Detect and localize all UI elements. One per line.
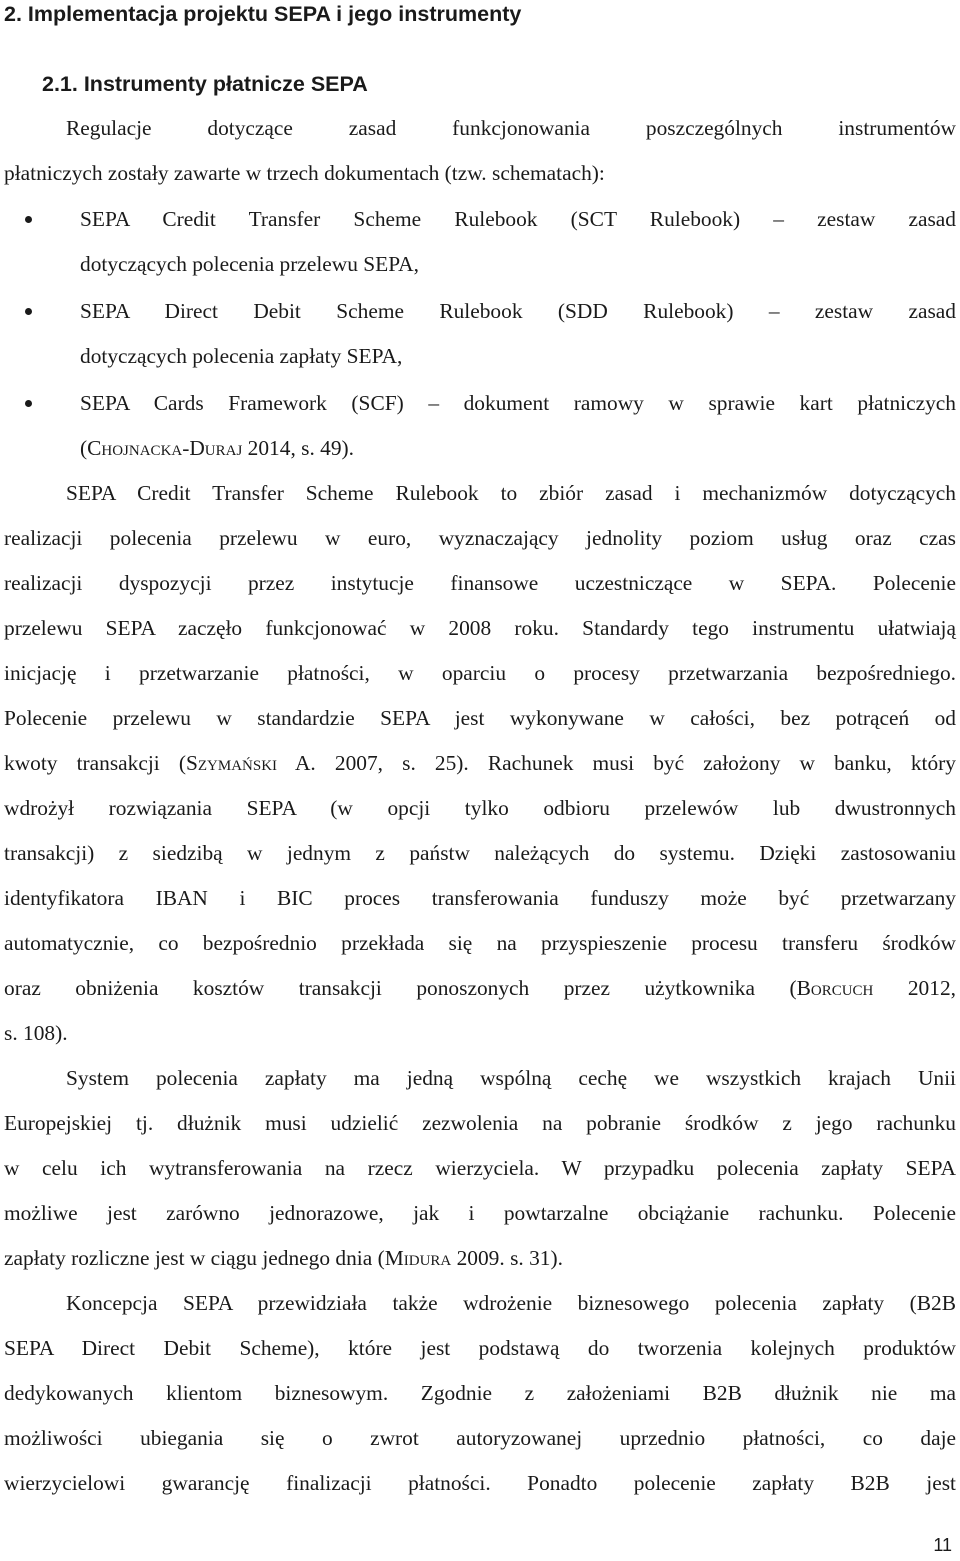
paragraph-3-line: Koncepcja SEPA przewidziała także wdrożenie biznesowego polecenia zapłaty (B2B <box>66 1291 956 1315</box>
paragraph-1-line: Polecenie przelewu w standardzie SEPA jest wykonywane w całości, bez potrąceń od <box>4 706 956 730</box>
paragraph-1-line: przelewu SEPA zaczęło funkcjonować w 2008 roku. Standardy tego instrumentu ułatwiają <box>4 616 956 640</box>
bullet-citation-line <box>80 426 956 471</box>
chapter-heading: 2. Implementacja projektu SEPA i jego instrumenty <box>4 2 522 26</box>
bullet-line: SEPA Credit Transfer Scheme Rulebook (SCT Rulebook) – zestaw zasad <box>80 207 956 231</box>
bullet-line: SEPA Direct Debit Scheme Rulebook (SDD Rulebook) – zestaw zasad <box>80 299 956 323</box>
intro-line-2: płatniczych zostały zawarte w trzech dokumentach (tzw. schematach): <box>4 161 605 185</box>
bullet-line: dotyczących polecenia przelewu SEPA, <box>80 252 419 276</box>
section-heading: 2.1. Instrumenty płatnicze SEPA <box>42 72 368 96</box>
text-segment: 2007, s. 25). Rachunek musi być założony w banku, który <box>315 751 956 775</box>
paragraph-1-line: SEPA Credit Transfer Scheme Rulebook to zbiór zasad i mechanizmów dotyczących <box>66 481 956 505</box>
paragraph-1-line: realizacji dyspozycji przez instytucje finansowe uczestniczące w SEPA. Polecenie <box>4 571 956 595</box>
paragraph-3-line: wierzycielowi gwarancję finalizacji płatności. Ponadto polecenie zapłaty B2B jest <box>4 1471 956 1495</box>
text-segment: zapłaty rozliczne jest w ciągu jednego dnia ( <box>4 1246 385 1270</box>
paragraph-2-line: w celu ich wytransferowania na rzecz wierzyciela. W przypadku polecenia zapłaty SEPA <box>4 1156 956 1180</box>
intro-line-1: Regulacje dotyczące zasad funkcjonowania poszczególnych instrumentów <box>66 116 956 140</box>
citation-author: Szymański A. <box>185 751 316 775</box>
text-segment: kwoty transakcji ( <box>4 751 186 775</box>
paragraph-1-line: identyfikatora IBAN i BIC proces transferowania funduszy może być przetwarzany <box>4 886 956 910</box>
text-segment: 2012, <box>873 976 956 1000</box>
paragraph-3-line: dedykowanych klientom biznesowym. Zgodnie z założeniami B2B dłużnik nie ma <box>4 1381 956 1405</box>
bullet-line: dotyczących polecenia zapłaty SEPA, <box>80 344 403 368</box>
paragraph-2-line: System polecenia zapłaty ma jedną wspólną cechę we wszystkich krajach Unii <box>66 1066 956 1090</box>
paragraph-1-line: transakcji) z siedzibą w jednym z państw należących do systemu. Dzięki zastosowaniu <box>4 841 956 865</box>
citation-rest: 2014, s. 49). <box>242 436 355 460</box>
text-segment: 2009. s. 31). <box>451 1246 563 1270</box>
page-number: 11 <box>933 1535 952 1555</box>
citation-open: ( <box>80 436 88 460</box>
bullet-icon <box>25 216 32 223</box>
citation-author: Midura <box>384 1246 452 1270</box>
paragraph-3-line: SEPA Direct Debit Scheme), które jest podstawą do tworzenia kolejnych produktów <box>4 1336 956 1360</box>
paragraph-1-line: s. 108). <box>4 1021 68 1045</box>
bullet-line: SEPA Cards Framework (SCF) – dokument ramowy w sprawie kart płatniczych <box>80 391 956 415</box>
paragraph-1-line: inicjację i przetwarzanie płatności, w oparciu o procesy przetwarzania bezpośredniego. <box>4 661 956 685</box>
paragraph-3-line: możliwości ubiegania się o zwrot autoryzowanej uprzednio płatności, co daje <box>4 1426 956 1450</box>
bullet-icon <box>25 308 32 315</box>
document-page <box>4 0 956 1561</box>
bullet-icon <box>25 400 32 407</box>
paragraph-1-line: realizacji polecenia przelewu w euro, wyznaczający jednolity poziom usług oraz czas <box>4 526 956 550</box>
paragraph-1-line <box>4 966 956 1011</box>
paragraph-1-line <box>4 741 956 786</box>
paragraph-1-line: wdrożył rozwiązania SEPA (w opcji tylko odbioru przelewów lub dwustronnych <box>4 796 956 820</box>
paragraph-1-line: automatycznie, co bezpośrednio przekłada się na przyspieszenie procesu transferu środków <box>4 931 956 955</box>
paragraph-2-line <box>4 1236 956 1281</box>
text-segment: oraz obniżenia kosztów transakcji ponoszonych przez użytkownika ( <box>4 976 797 1000</box>
citation-author: Chojnacka-Duraj <box>87 436 243 460</box>
paragraph-2-line: możliwe jest zarówno jednorazowe, jak i powtarzalne obciążanie rachunku. Polecenie <box>4 1201 956 1225</box>
citation-author: Borcuch <box>796 976 874 1000</box>
paragraph-2-line: Europejskiej tj. dłużnik musi udzielić zezwolenia na pobranie środków z jego rachunku <box>4 1111 956 1135</box>
